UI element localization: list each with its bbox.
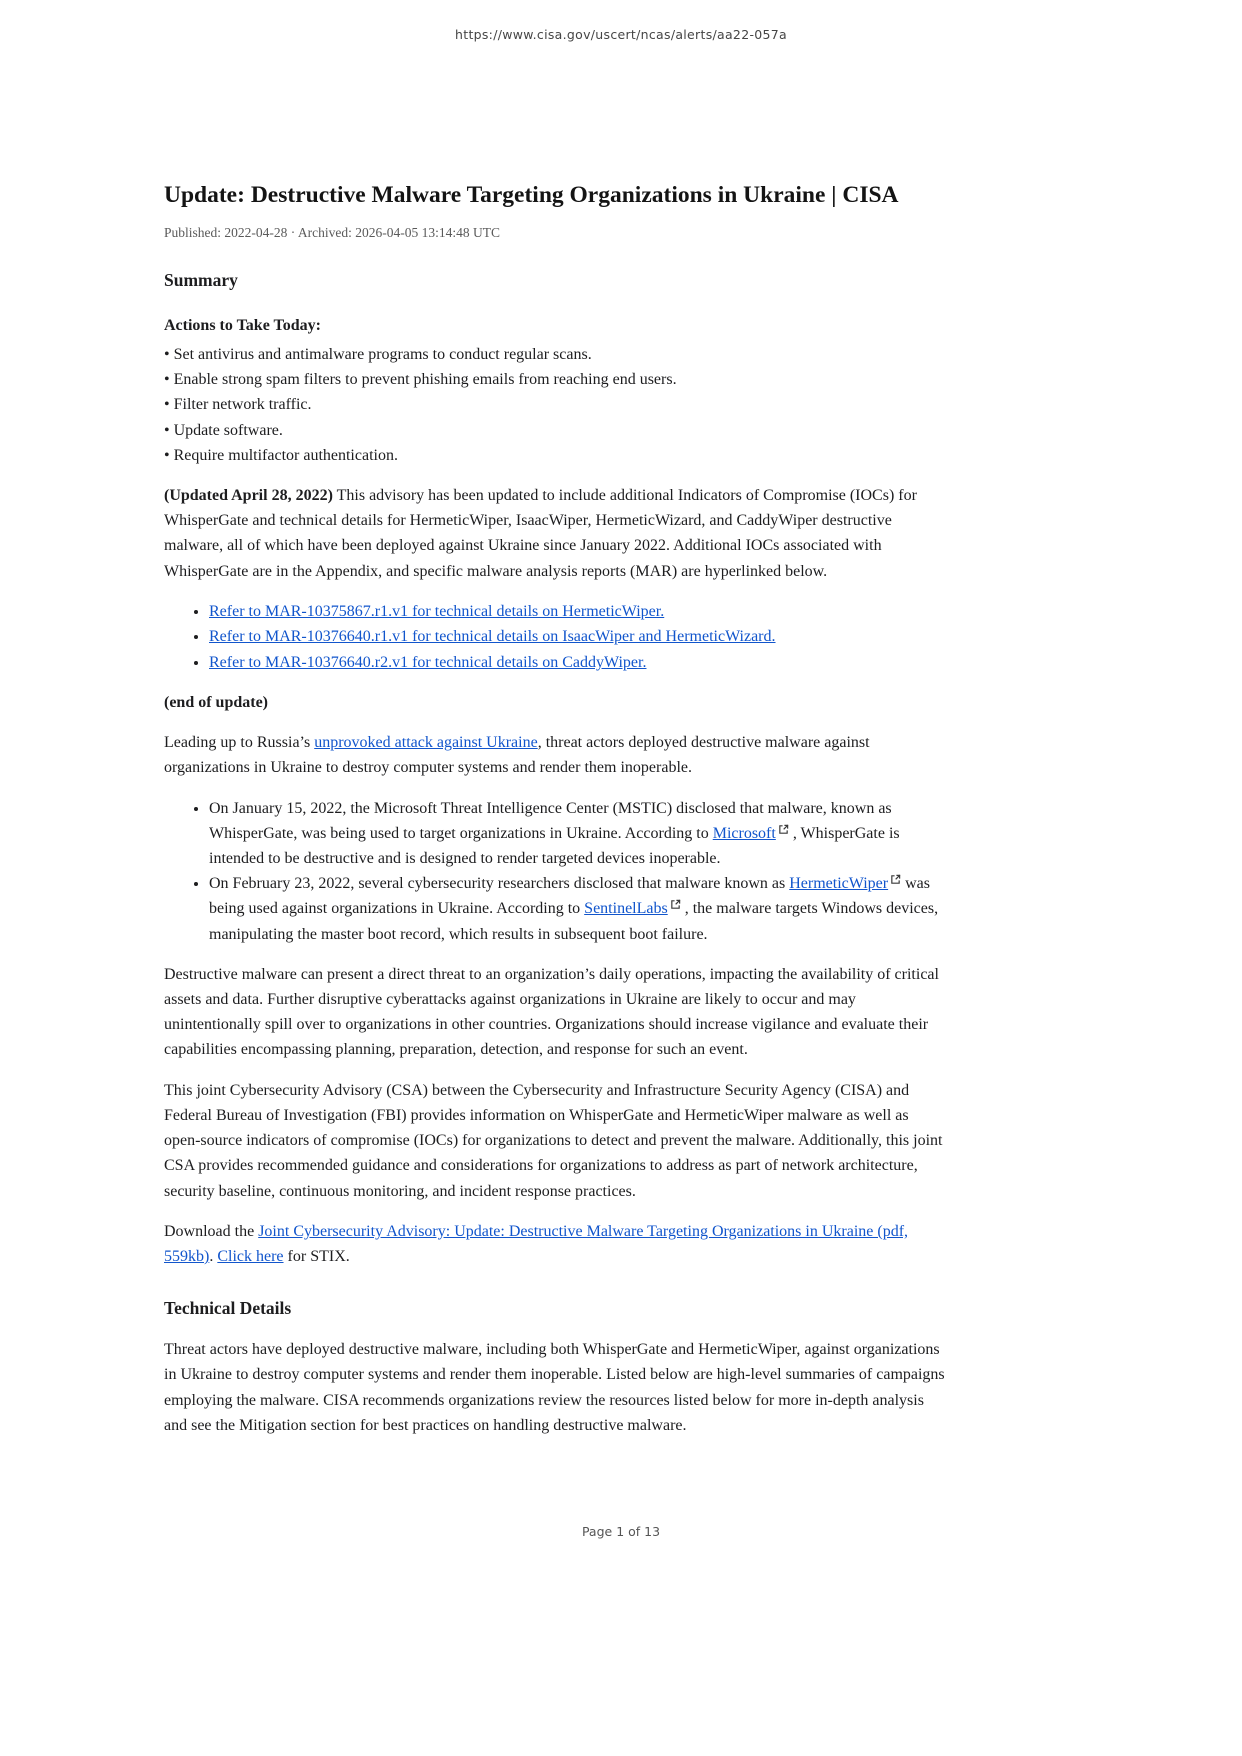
stix-click-here-link[interactable]: Click here	[217, 1247, 284, 1265]
joint-advisory-paragraph: This joint Cybersecurity Advisory (CSA) between the Cybersecurity and Infrastructure Security Agency (CISA) and Federal Bureau of Investigation (FBI) provides information on WhisperGate and HermeticWiper malware as well as open-source indicators of compromise (IOCs) for organizations to detect and prevent the malware. Additionally, this joint CSA provides recommended guidance and considerations for organizations to address as part of network architecture, security baseline, continuous monitoring, and incident response practices.	[164, 1081, 943, 1200]
event-text-mid: was being used against organizations in Ukraine. According to	[209, 875, 930, 918]
lead-text-post: , threat actors deployed destructive malware against organizations in Ukraine to destroy computer systems and render them inoperable.	[164, 734, 870, 777]
external-link-icon	[890, 874, 901, 885]
event-text-post: , WhisperGate is intended to be destructive and is designed to render targeted devices inoperable.	[209, 824, 900, 868]
hermeticwiper-link[interactable]: HermeticWiper	[789, 875, 889, 893]
action-item: • Set antivirus and antimalware programs to conduct regular scans.	[164, 346, 592, 363]
print-header-url: https://www.cisa.gov/uscert/ncas/alerts/aa22-057a	[455, 27, 787, 42]
event-list	[164, 796, 946, 947]
download-text-post: for STIX.	[283, 1247, 350, 1265]
lead-text-pre: Leading up to Russia’s	[164, 734, 315, 752]
article	[164, 182, 946, 1438]
microsoft-link[interactable]: Microsoft	[712, 824, 776, 842]
list-item	[209, 624, 946, 649]
download-text-mid: .	[209, 1247, 218, 1265]
list-item	[209, 650, 946, 675]
summary-heading: Summary	[164, 270, 238, 290]
page-number: Page 1 of 13	[581, 1524, 661, 1539]
mar-link-isaacwiper-hermeticwizard[interactable]: Refer to MAR-10376640.r1.v1 for technical details on IsaacWiper and HermeticWizard.	[209, 628, 776, 646]
lead-paragraph	[164, 730, 946, 780]
action-item: • Require multifactor authentication.	[164, 446, 398, 464]
download-paragraph	[164, 1219, 946, 1269]
page-title: Update: Destructive Malware Targeting Organizations in Ukraine | CISA	[164, 182, 899, 208]
external-link-icon	[778, 824, 789, 835]
advisory-pdf-link[interactable]: Joint Cybersecurity Advisory: Update: Destructive Malware Targeting Organizations in Ukraine (pdf, 559kb)	[164, 1222, 909, 1265]
action-item: • Update software.	[164, 421, 283, 439]
unprovoked-attack-link[interactable]: unprovoked attack against Ukraine	[314, 734, 538, 752]
end-of-update-label: (end of update)	[164, 694, 269, 712]
action-item: • Filter network traffic.	[164, 396, 312, 414]
actions-list	[164, 342, 946, 468]
event-text-post: , the malware targets Windows devices, manipulating the master boot record, which results in subsequent boot failure.	[209, 900, 939, 943]
list-item	[209, 796, 946, 872]
mar-link-caddywiper[interactable]: Refer to MAR-10376640.r2.v1 for technical details on CaddyWiper.	[209, 653, 647, 671]
mar-link-hermeticwiper[interactable]: Refer to MAR-10375867.r1.v1 for technical details on HermeticWiper.	[209, 602, 665, 620]
action-item: • Enable strong spam filters to prevent phishing emails from reaching end users.	[164, 371, 677, 389]
list-item	[209, 871, 946, 947]
article-meta: Published: 2022-04-28 · Archived: 2026-04-05 13:14:48 UTC	[164, 225, 500, 240]
external-link-icon	[670, 899, 681, 910]
sentinellabs-link[interactable]: SentinelLabs	[584, 900, 668, 918]
download-text-pre: Download the	[164, 1222, 259, 1240]
technical-details-heading: Technical Details	[164, 1298, 292, 1319]
list-item	[209, 599, 946, 624]
event-text-pre: On January 15, 2022, the Microsoft Threat Intelligence Center (MSTIC) disclosed that malware, known as WhisperGate, was being used to target organizations in Ukraine. According to	[209, 799, 892, 842]
actions-heading: Actions to Take Today:	[164, 317, 321, 334]
update-date-label: (Updated April 28, 2022)	[164, 487, 333, 505]
update-text: This advisory has been updated to include additional Indicators of Compromise (IOCs) for WhisperGate and technical details for HermeticWiper, IsaacWiper, HermeticWizard, and CaddyWiper destructive malware, all of which have been deployed against Ukraine since January 2022. Additional IOCs associated with WhisperGate are in the Appendix, and specific malware analysis reports (MAR) are hyperlinked below.	[164, 487, 917, 580]
mar-link-list	[164, 599, 946, 675]
technical-paragraph: Threat actors have deployed destructive malware, including both WhisperGate and HermeticWiper, against organizations in Ukraine to destroy computer systems and render them inoperable. Listed below are high-level summaries of campaigns employing the malware. CISA recommends organizations review the resources listed below for more in-depth analysis and see the Mitigation section for best practices on handling destructive malware.	[164, 1341, 945, 1434]
update-paragraph	[164, 483, 946, 584]
threat-paragraph: Destructive malware can present a direct threat to an organization’s daily operations, impacting the availability of critical assets and data. Further disruptive cyberattacks against organizations in Ukraine are likely to occur and may unintentionally spill over to organizations in other countries. Organizations should increase vigilance and evaluate their capabilities encompassing planning, preparation, detection, and response for such an event.	[164, 965, 939, 1059]
event-text-pre: On February 23, 2022, several cybersecurity researchers disclosed that malware known as	[209, 875, 790, 893]
